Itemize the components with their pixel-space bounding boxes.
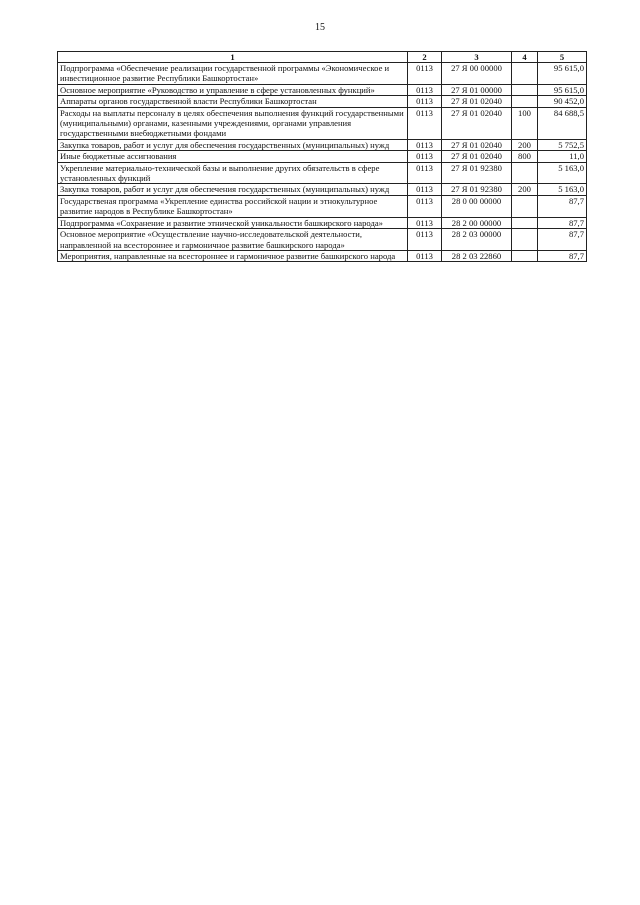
cell-amount: 87,7	[538, 250, 587, 261]
cell-expense-type: 200	[512, 139, 538, 150]
cell-article: 28 0 00 00000	[442, 195, 512, 217]
cell-amount: 5 163,0	[538, 184, 587, 195]
cell-name: Подпрограмма «Сохранение и развитие этнической уникальности башкирского народа»	[58, 217, 408, 228]
cell-article: 27 Я 01 00000	[442, 84, 512, 95]
cell-expense-type	[512, 229, 538, 251]
cell-amount: 87,7	[538, 229, 587, 251]
cell-article: 27 Я 00 00000	[442, 63, 512, 85]
cell-section: 0113	[408, 184, 442, 195]
cell-article: 27 Я 01 02040	[442, 107, 512, 139]
cell-article: 27 Я 01 02040	[442, 139, 512, 150]
cell-section: 0113	[408, 139, 442, 150]
cell-expense-type	[512, 250, 538, 261]
cell-name: Мероприятия, направленные на всестороннее и гармоничное развитие башкирского народа	[58, 250, 408, 261]
cell-section: 0113	[408, 217, 442, 228]
cell-name: Государственая программа «Укрепление единства российской нации и этнокультурное развитие народов в Республике Башкортостан»	[58, 195, 408, 217]
header-cell-amount: 5	[538, 52, 587, 63]
cell-name: Закупка товаров, работ и услуг для обеспечения государственных (муниципальных) нужд	[58, 184, 408, 195]
cell-section: 0113	[408, 162, 442, 184]
cell-amount: 84 688,5	[538, 107, 587, 139]
cell-name: Иные бюджетные ассигнования	[58, 151, 408, 162]
page-number: 15	[315, 22, 325, 33]
cell-section: 0113	[408, 250, 442, 261]
cell-name: Подпрограмма «Обеспечение реализации государственной программы «Экономическое и инвестиционное развитие Республики Башкортостан»	[58, 63, 408, 85]
table-row	[58, 195, 587, 217]
cell-amount: 95 615,0	[538, 63, 587, 85]
cell-amount: 11,0	[538, 151, 587, 162]
cell-section: 0113	[408, 151, 442, 162]
header-cell-section: 2	[408, 52, 442, 63]
cell-name: Основное мероприятие «Руководство и управление в сфере установленных функций»	[58, 84, 408, 95]
budget-table	[57, 51, 587, 262]
cell-amount: 90 452,0	[538, 96, 587, 107]
cell-section: 0113	[408, 107, 442, 139]
cell-section: 0113	[408, 63, 442, 85]
cell-name: Укрепление материально-технической базы и выполнение других обязательств в сфере установленных функций	[58, 162, 408, 184]
table-row	[58, 162, 587, 184]
cell-section: 0113	[408, 96, 442, 107]
cell-name: Аппараты органов государственной власти Республики Башкортостан	[58, 96, 408, 107]
table-header-row	[58, 52, 587, 63]
cell-article: 27 Я 01 02040	[442, 151, 512, 162]
table-row	[58, 63, 587, 85]
table-row	[58, 250, 587, 261]
table-row	[58, 184, 587, 195]
table-row	[58, 151, 587, 162]
cell-article: 28 2 00 00000	[442, 217, 512, 228]
table-row	[58, 96, 587, 107]
cell-expense-type	[512, 63, 538, 85]
cell-article: 27 Я 01 92380	[442, 162, 512, 184]
header-cell-expense-type: 4	[512, 52, 538, 63]
header-cell-article: 3	[442, 52, 512, 63]
cell-name: Основное мероприятие «Осуществление научно-исследовательской деятельности, направленной на всестороннее и гармоничное развитие башкирского народа»	[58, 229, 408, 251]
cell-expense-type	[512, 84, 538, 95]
cell-name: Закупка товаров, работ и услуг для обеспечения государственных (муниципальных) нужд	[58, 139, 408, 150]
table-row	[58, 84, 587, 95]
header-cell-name: 1	[58, 52, 408, 63]
table-row	[58, 217, 587, 228]
table-row	[58, 229, 587, 251]
cell-amount: 5 752,5	[538, 139, 587, 150]
cell-section: 0113	[408, 195, 442, 217]
cell-amount: 95 615,0	[538, 84, 587, 95]
cell-expense-type	[512, 96, 538, 107]
cell-article: 27 Я 01 92380	[442, 184, 512, 195]
cell-expense-type: 200	[512, 184, 538, 195]
cell-name: Расходы на выплаты персоналу в целях обеспечения выполнения функций государственными (муниципальными) органами, казенными учреждениями, органами управления государственными внебюджетными фондами	[58, 107, 408, 139]
cell-article: 28 2 03 00000	[442, 229, 512, 251]
table-row	[58, 107, 587, 139]
cell-expense-type: 800	[512, 151, 538, 162]
cell-expense-type	[512, 217, 538, 228]
cell-section: 0113	[408, 229, 442, 251]
cell-article: 27 Я 01 02040	[442, 96, 512, 107]
cell-amount: 87,7	[538, 217, 587, 228]
cell-expense-type: 100	[512, 107, 538, 139]
table-row	[58, 139, 587, 150]
cell-expense-type	[512, 195, 538, 217]
cell-expense-type	[512, 162, 538, 184]
cell-amount: 5 163,0	[538, 162, 587, 184]
cell-amount: 87,7	[538, 195, 587, 217]
cell-section: 0113	[408, 84, 442, 95]
cell-article: 28 2 03 22860	[442, 250, 512, 261]
